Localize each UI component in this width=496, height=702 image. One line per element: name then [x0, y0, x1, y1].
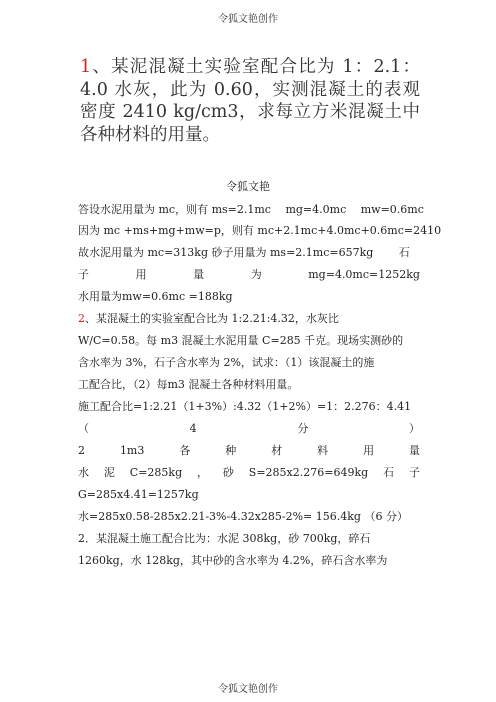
word: mg=4.0mc=1252kg: [308, 268, 420, 281]
answer-line-2: 因为 mc +ms+mg+mw=p，则有 mc+2.1mc+4.0mc+0.6mc=2410: [78, 224, 442, 237]
answer-line-3: 故水泥用量为 mc=313kg 砂子用量为 ms=2.1mc=657kg 石: [78, 246, 410, 259]
word: ，: [197, 466, 209, 479]
word: 水: [78, 466, 89, 479]
question-2-text: 、某混凝土的实验室配合比为 1:2.21:4.32，水灰比: [85, 312, 339, 325]
word: C=285kg: [129, 466, 183, 479]
section-subtitle: 令狐文艳: [226, 180, 270, 193]
solution-line-3: [78, 444, 420, 458]
word: ）: [408, 422, 420, 435]
word: 砂: [222, 466, 234, 479]
question-3-line-1: 2．某混凝土施工配合比为：水泥 308kg，砂 700kg，碎石: [78, 532, 371, 545]
question-1: [80, 56, 420, 146]
question-2-line-3: 含水率为 3%，石子含水率为 2%，试求：（1）该混凝土的施: [78, 356, 375, 369]
solution-line-6: 水=285x0.58-285x2.21-3%-4.32x285-2%= 156.4kg （6 分）: [78, 510, 408, 523]
word: 各: [179, 444, 191, 457]
word: 为: [250, 268, 262, 281]
solution-line-2: [78, 422, 420, 436]
word: 分: [297, 422, 309, 435]
word: 子: [78, 268, 89, 281]
word: 石: [383, 466, 395, 479]
word: 4: [189, 422, 197, 435]
word: 子: [408, 466, 420, 479]
question-2-number: 2: [78, 312, 85, 325]
answer-line-1: 答设水泥用量为 mc，则有 ms=2.1mc mg=4.0mc mw=0.6mc: [78, 203, 424, 216]
word: 1m3: [119, 444, 145, 457]
question-2-line-4: 工配合比，（2）每m3 混凝土各种材料用量。: [78, 378, 299, 391]
word: 种: [225, 444, 237, 457]
solution-line-1: 施工配合比=1:2.21（1+3%）:4.32（1+2%）=1：2.276：4.41: [78, 400, 412, 413]
question-2-line-1: [78, 312, 420, 326]
answer-line-5: 水用量为mw=0.6mc =188kg: [78, 290, 233, 303]
word: 量: [193, 268, 205, 281]
word: 量: [409, 444, 420, 457]
answer-line-4: [78, 268, 420, 282]
question-1-number: 1: [80, 57, 92, 77]
word: 用: [363, 444, 375, 457]
question-2-line-2: W/C=0.58。每 m3 混凝土水泥用量 C=285 千克。现场实测砂的: [78, 334, 404, 347]
solution-line-4: [78, 466, 420, 480]
question-3-line-2: 1260kg，水 128kg，其中砂的含水率为 4.2%，碎石含水率为: [78, 554, 388, 567]
word: S=285x2.276=649kg: [248, 466, 369, 479]
word: 料: [317, 444, 329, 457]
word: 用: [135, 268, 147, 281]
word: 2: [78, 444, 85, 457]
word: 材: [271, 444, 283, 457]
page-header: 令狐文艳创作: [218, 14, 278, 25]
word: 泥: [103, 466, 115, 479]
question-1-text: 、某泥混凝土实验室配合比为 1：2.1：4.0 水灰，此为 0.60，实测混凝土的表观密度 2410 kg/cm3，求每立方米混凝土中各种材料的用量。: [80, 57, 420, 145]
page-footer: 令狐文艳创作: [218, 684, 278, 695]
word: （: [78, 422, 89, 435]
solution-line-5: G=285x4.41=1257kg: [78, 488, 199, 501]
